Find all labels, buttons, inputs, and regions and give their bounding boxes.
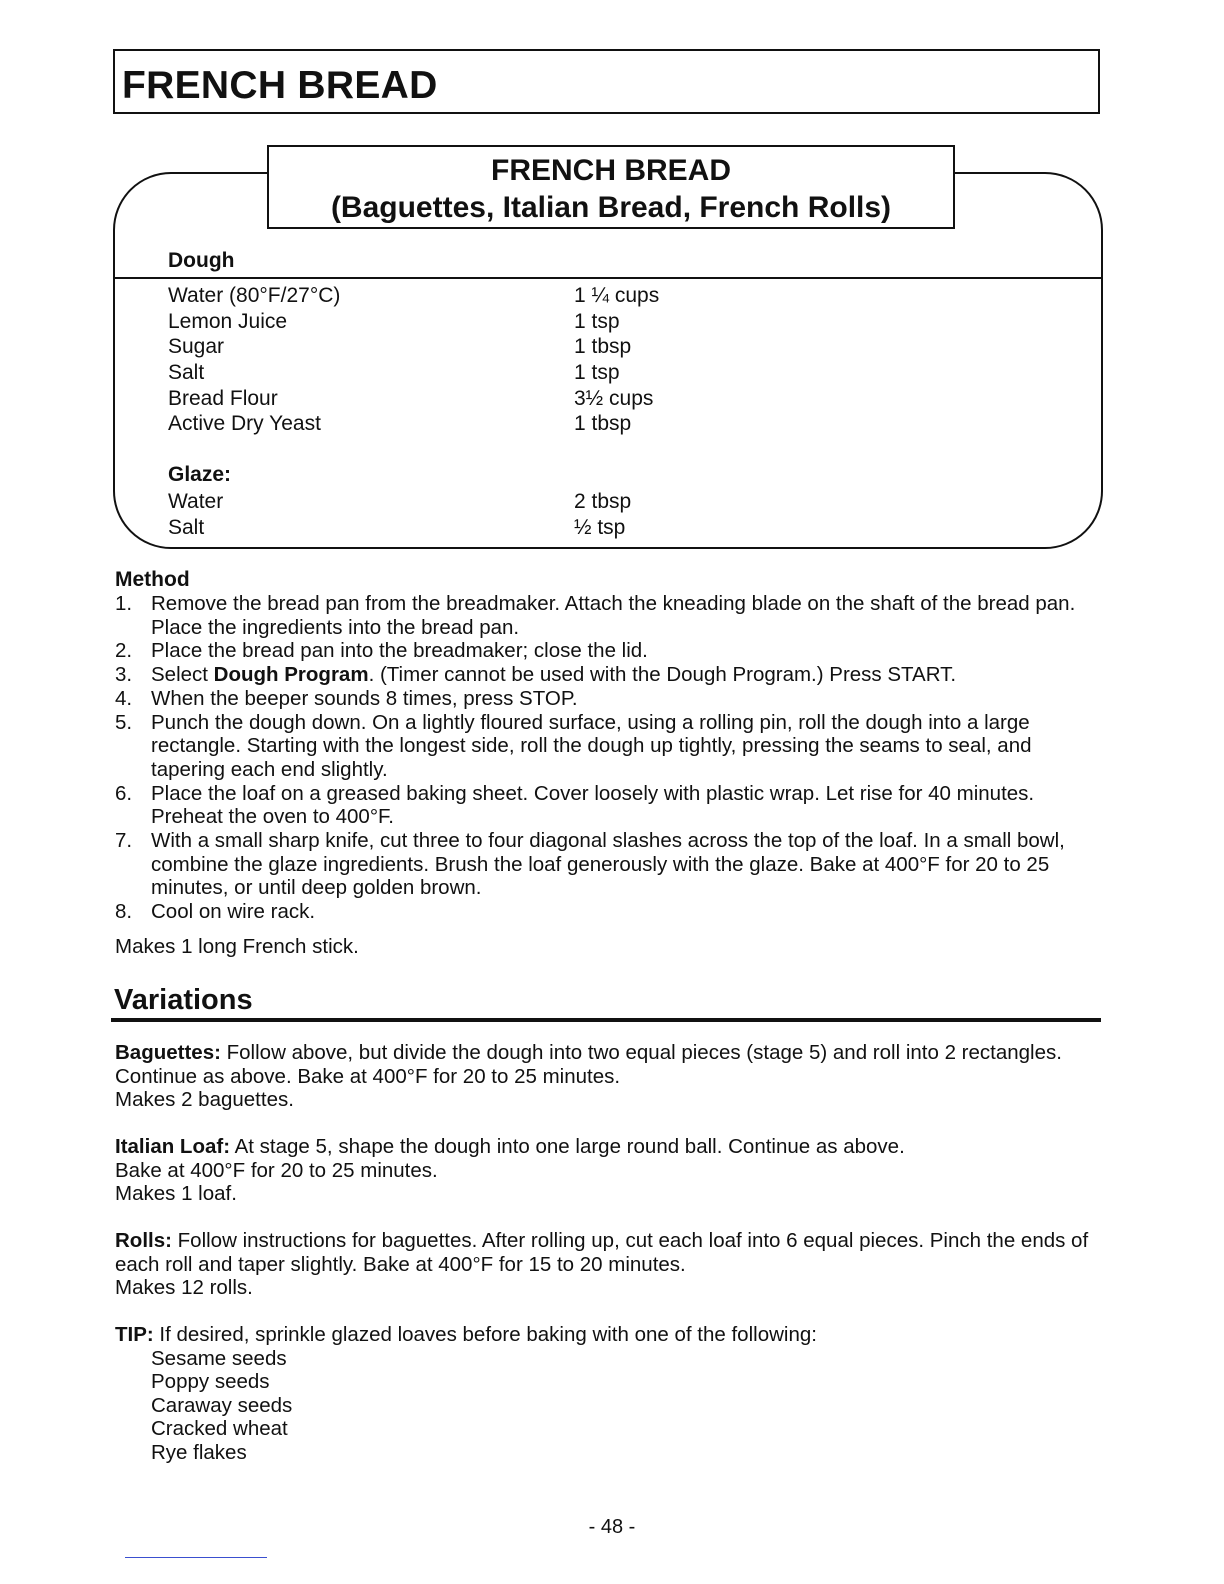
tip-block: [115, 1323, 1105, 1465]
dough-ingredient-list: [168, 283, 688, 437]
variations-title: Variations: [114, 984, 253, 1016]
variation-rolls: [115, 1229, 1105, 1300]
dough-divider: [115, 277, 1101, 279]
ingredient-row: [168, 309, 688, 335]
ingredient-qty: 2 tbsp: [574, 490, 632, 513]
step-number: 7.: [115, 829, 133, 853]
tip-text: If desired, sprinkle glazed loaves before baking with one of the following:: [153, 1323, 817, 1346]
variation-italian-loaf: [115, 1135, 1105, 1206]
variation-text: Bake at 400°F for 20 to 25 minutes.: [115, 1158, 438, 1182]
ingredient-row: [168, 411, 688, 437]
tip-item: Caraway seeds: [151, 1393, 293, 1417]
ingredient-name: Bread Flour: [168, 386, 278, 410]
step-text: Cool on wire rack.: [151, 900, 316, 924]
ingredient-name: Water (80°F/27°C): [168, 284, 341, 307]
ingredient-qty: 1 tbsp: [574, 412, 632, 436]
method-step: [115, 639, 1105, 663]
glaze-label: Glaze:: [168, 463, 232, 486]
method-yield: Makes 1 long French stick.: [115, 935, 359, 958]
step-text-pre: Select: [151, 663, 214, 687]
variation-yield: Makes 2 baguettes.: [115, 1088, 294, 1112]
card-title-box: [267, 145, 955, 229]
page-header-box: [113, 49, 1100, 114]
page-number: - 48 -: [588, 1516, 636, 1538]
step-text: Punch the dough down. On a lightly floured surface, using a rolling pin, roll the dough into a large rectangle. Starting with the longest side, roll the dough up tightly, pressing the seams to seal, and tapering each end slightly.: [151, 710, 1032, 781]
ingredient-qty: 1 tbsp: [574, 335, 632, 359]
step-number: 3.: [115, 663, 133, 687]
method-title: Method: [115, 568, 190, 591]
card-title: FRENCH BREAD: [491, 154, 731, 187]
step-text: With a small sharp knife, cut three to four diagonal slashes across the top of the loaf. In a small bowl, combine the glaze ingredients. Brush the loaf generously with the glaze. Bake at 400°F for 20 to 25 minutes, or until deep golden brown.: [151, 829, 1065, 900]
ingredient-row: [168, 489, 688, 515]
variation-label: Rolls:: [115, 1229, 172, 1252]
ingredient-name: Sugar: [168, 335, 225, 359]
method-step: [115, 829, 1105, 900]
ingredient-name: Salt: [168, 515, 205, 539]
variation-label: Italian Loaf:: [115, 1135, 231, 1158]
variations-divider: [111, 1018, 1101, 1022]
ingredient-row: [168, 360, 688, 386]
ingredient-name: Water: [168, 490, 224, 513]
step-text: When the beeper sounds 8 times, press STOP.: [151, 686, 578, 710]
step-number: 4.: [115, 686, 133, 710]
step-text-bold: Dough Program: [213, 663, 369, 687]
page-title: FRENCH BREAD: [122, 64, 438, 107]
step-number: 1.: [115, 592, 133, 615]
ingredient-name: Salt: [168, 361, 205, 385]
variation-yield: Makes 1 loaf.: [115, 1182, 237, 1206]
ingredient-qty: ½ tsp: [574, 515, 626, 539]
method-step: [115, 900, 1105, 924]
ingredient-qty: 1 tsp: [574, 361, 620, 385]
ingredient-row: [168, 283, 688, 309]
step-text: Remove the bread pan from the breadmaker. Attach the kneading blade on the shaft of the bread pan. Place the ingredients into the bread pan.: [151, 592, 1076, 639]
tip-item: Rye flakes: [151, 1440, 247, 1464]
variation-text: At stage 5, shape the dough into one large round ball. Continue as above.: [230, 1135, 905, 1158]
step-number: 5.: [115, 710, 133, 734]
ingredient-name: Active Dry Yeast: [168, 412, 321, 436]
variation-baguettes: [115, 1041, 1105, 1112]
ingredient-row: [168, 386, 688, 412]
tip-item: Sesame seeds: [151, 1346, 287, 1370]
method-step: [115, 592, 1105, 639]
footer-rule: [125, 1557, 267, 1558]
tip-list: [115, 1347, 1105, 1465]
ingredient-qty: 1 ¼ cups: [574, 284, 660, 307]
step-number: 2.: [115, 639, 133, 663]
step-text: Place the bread pan into the breadmaker; close the lid.: [151, 639, 648, 663]
variation-text: Follow instructions for baguettes. After rolling up, cut each loaf into 6 equal pieces. Pinch the ends of each roll and taper slightly. Bake at 400°F for 15 to 20 minutes.: [115, 1229, 1089, 1276]
method-steps: [115, 592, 1105, 924]
tip-item: Poppy seeds: [151, 1370, 270, 1394]
dough-label: Dough: [168, 249, 235, 272]
method-step: [115, 711, 1105, 782]
glaze-ingredient-list: [168, 489, 688, 540]
variation-text: Follow above, but divide the dough into two equal pieces (stage 5) and roll into 2 rectangles. Continue as above. Bake at 400°F for 20 to 25 minutes.: [115, 1041, 1062, 1088]
tip-label: TIP:: [115, 1323, 154, 1346]
method-step: [115, 663, 1105, 687]
variation-yield: Makes 12 rolls.: [115, 1276, 253, 1300]
ingredient-name: Lemon Juice: [168, 309, 288, 333]
step-text: Place the loaf on a greased baking sheet. Cover loosely with plastic wrap. Let rise for 40 minutes. Preheat the oven to 400°F.: [151, 781, 1035, 829]
card-subtitle: (Baguettes, Italian Bread, French Rolls): [330, 191, 892, 224]
variation-label: Baguettes:: [115, 1041, 221, 1064]
tip-item: Cracked wheat: [151, 1417, 288, 1441]
step-number: 8.: [115, 900, 133, 924]
step-text-post: . (Timer cannot be used with the Dough Program.) Press START.: [368, 663, 957, 687]
step-number: 6.: [115, 781, 133, 805]
ingredient-qty: 1 tsp: [574, 309, 620, 333]
ingredient-row: [168, 334, 688, 360]
ingredient-row: [168, 515, 688, 541]
method-step: [115, 687, 1105, 711]
ingredient-qty: 3½ cups: [574, 386, 654, 410]
method-step: [115, 782, 1105, 829]
